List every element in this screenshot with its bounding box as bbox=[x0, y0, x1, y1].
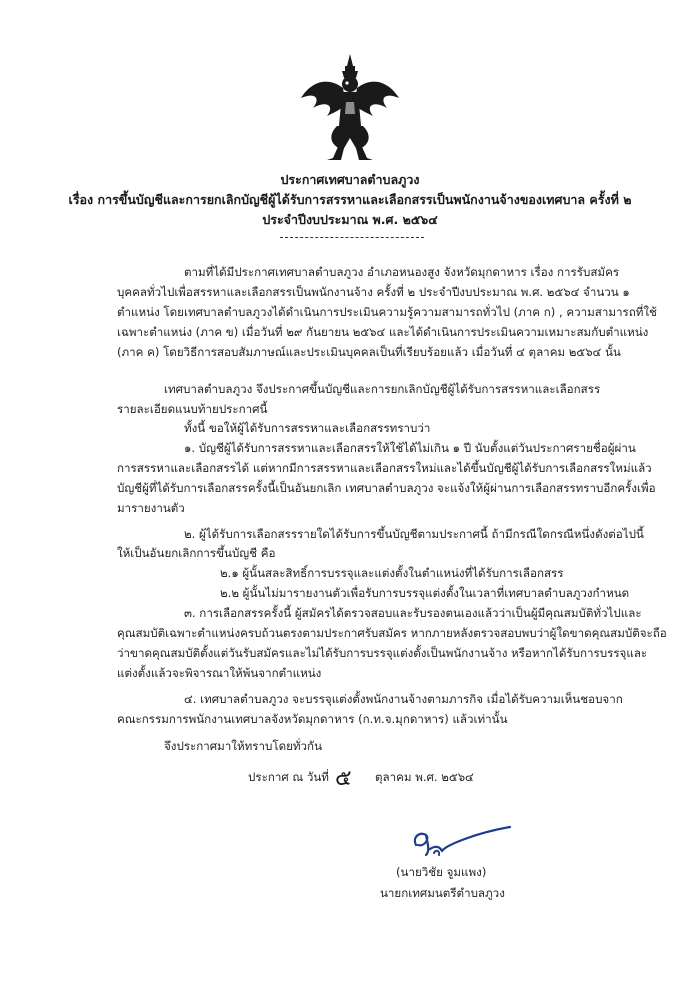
body-line: แต่งตั้งแล้วจะพิจารณาให้พ้นจากตำแหน่ง bbox=[117, 666, 322, 680]
body-line: บุคคลทั่วไปเพื่อสรรหาและเลือกสรรเป็นพนักงานจ้าง ครั้งที่ ๒ ประจำปีงบประมาณ พ.ศ. ๒๕๖๔ จำนวน ๑ bbox=[117, 285, 630, 299]
subject-line: เรื่อง การขึ้นบัญชีและการยกเลิกบัญชีผู้ได้รับการสรรหาและเลือกสรรเป็นพนักงานจ้างของเทศบาล ครั้งที่ ๒ bbox=[68, 192, 632, 207]
body-line: ๔. เทศบาลตำบลภูวง จะบรรจุแต่งตั้งพนักงานจ้างตามภารกิจ เมื่อได้รับความเห็นชอบจาก bbox=[184, 692, 623, 706]
body-line: เทศบาลตำบลภูวง จึงประกาศขึ้นบัญชีและการยกเลิกบัญชีผู้ได้รับการสรรหาและเลือกสรร bbox=[164, 382, 601, 396]
closing-line: จึงประกาศมาให้ทราบโดยทั่วกัน bbox=[164, 739, 322, 753]
fiscal-year-line: ประจำปีงบประมาณ พ.ศ. ๒๕๖๔ bbox=[262, 212, 438, 227]
body-line: ให้เป็นอันยกเลิกการขึ้นบัญชี คือ bbox=[117, 546, 276, 560]
body-line: (ภาค ค) โดยวิธีการสอบสัมภาษณ์และประเมินบุคคลเป็นที่เรียบร้อยแล้ว เมื่อวันที่ ๔ ตุลาคม ๒๕๖๔ นั้น bbox=[117, 345, 621, 359]
garuda-emblem-icon bbox=[297, 52, 403, 164]
date-prefix: ประกาศ ณ วันที่ bbox=[248, 770, 329, 784]
body-line: ทั้งนี้ ขอให้ผู้ได้รับการสรรหาและเลือกสรรทราบว่า bbox=[184, 421, 431, 435]
header-divider bbox=[280, 237, 424, 238]
body-line: บัญชีผู้ที่ได้รับการเลือกสรรครั้งนี้เป็นอันยกเลิก เทศบาลตำบลภูวง จะแจ้งให้ผู้ผ่านการเลือกสรรทราบอีกครั้งเพื่อ bbox=[117, 481, 656, 495]
body-line: เฉพาะตำแหน่ง (ภาค ข) เมื่อวันที่ ๒๙ กันยายน ๒๕๖๔ และได้ดำเนินการประเมินความเหมาะสมกับตำแหน่ง bbox=[117, 325, 649, 339]
body-line: ว่าขาดคุณสมบัติตั้งแต่วันรับสมัครและไม่ได้รับการบรรจุแต่งตั้งเป็นพนักงานจ้าง หรือหากได้รับการบรรจุและ bbox=[117, 646, 648, 660]
page-title: ประกาศเทศบาลตำบลภูวง bbox=[280, 172, 420, 187]
body-line: ๓. การเลือกสรรครั้งนี้ ผู้สมัครได้ตรวจสอบและรับรองตนเองแล้วว่าเป็นผู้มีคุณสมบัติทั่วไปและ bbox=[184, 606, 642, 620]
body-line: ๒. ผู้ได้รับการเลือกสรรรายใดได้รับการขึ้นบัญชีตามประกาศนี้ ถ้ามีกรณีใดกรณีหนึ่งดังต่อไปนี้ bbox=[184, 527, 644, 541]
signatory-position: นายกเทศมนตรีตำบลภูวง bbox=[380, 886, 505, 900]
date-suffix: ตุลาคม พ.ศ. ๒๕๖๔ bbox=[375, 770, 474, 784]
body-line: ตามที่ได้มีประกาศเทศบาลตำบลภูวง อำเภอหนองสูง จังหวัดมุกดาหาร เรื่อง การรับสมัคร bbox=[184, 265, 620, 279]
body-line: การสรรหาและเลือกสรรได้ แต่หากมีการสรรหาและเลือกสรรใหม่และได้ขึ้นบัญชีผู้ได้รับการเลือกสรรใหม่แล้ว bbox=[117, 461, 652, 475]
body-line: ๒.๑ ผู้นั้นสละสิทธิ์การบรรจุและแต่งตั้งในตำแหน่งที่ได้รับการเลือกสรร bbox=[220, 566, 564, 580]
body-line: ๑. บัญชีผู้ได้รับการสรรหาและเลือกสรรให้ใช้ได้ไม่เกิน ๑ ปี นับตั้งแต่วันประกาศรายชื่อผู้ผ่าน bbox=[184, 441, 636, 455]
body-line: คุณสมบัติเฉพาะตำแหน่งครบถ้วนตรงตามประกาศรับสมัคร หากภายหลังตรวจสอบพบว่าผู้ใดขาดคุณสมบัติจะถือ bbox=[117, 626, 667, 640]
body-line: ๒.๒ ผู้นั้นไม่มารายงานตัวเพื่อรับการบรรจุแต่งตั้งในเวลาที่เทศบาลตำบลภูวงกำหนด bbox=[220, 586, 630, 600]
signature-icon bbox=[406, 815, 516, 865]
signatory-name: (นายวิชัย จูมแพง) bbox=[396, 865, 487, 879]
date-day-handwritten: ๕ bbox=[335, 766, 352, 791]
body-line: มารายงานตัว bbox=[117, 501, 185, 515]
body-line: ตำแหน่ง โดยเทศบาลตำบลภูวงได้ดำเนินการประเมินความรู้ความสามารถทั่วไป (ภาค ก) , ความสามารถที่ใช้ bbox=[117, 305, 657, 319]
body-line: รายละเอียดแนบท้ายประกาศนี้ bbox=[117, 402, 268, 416]
body-line: คณะกรรมการพนักงานเทศบาลจังหวัดมุกดาหาร (ก.ท.จ.มุกดาหาร) แล้วเท่านั้น bbox=[117, 712, 508, 726]
